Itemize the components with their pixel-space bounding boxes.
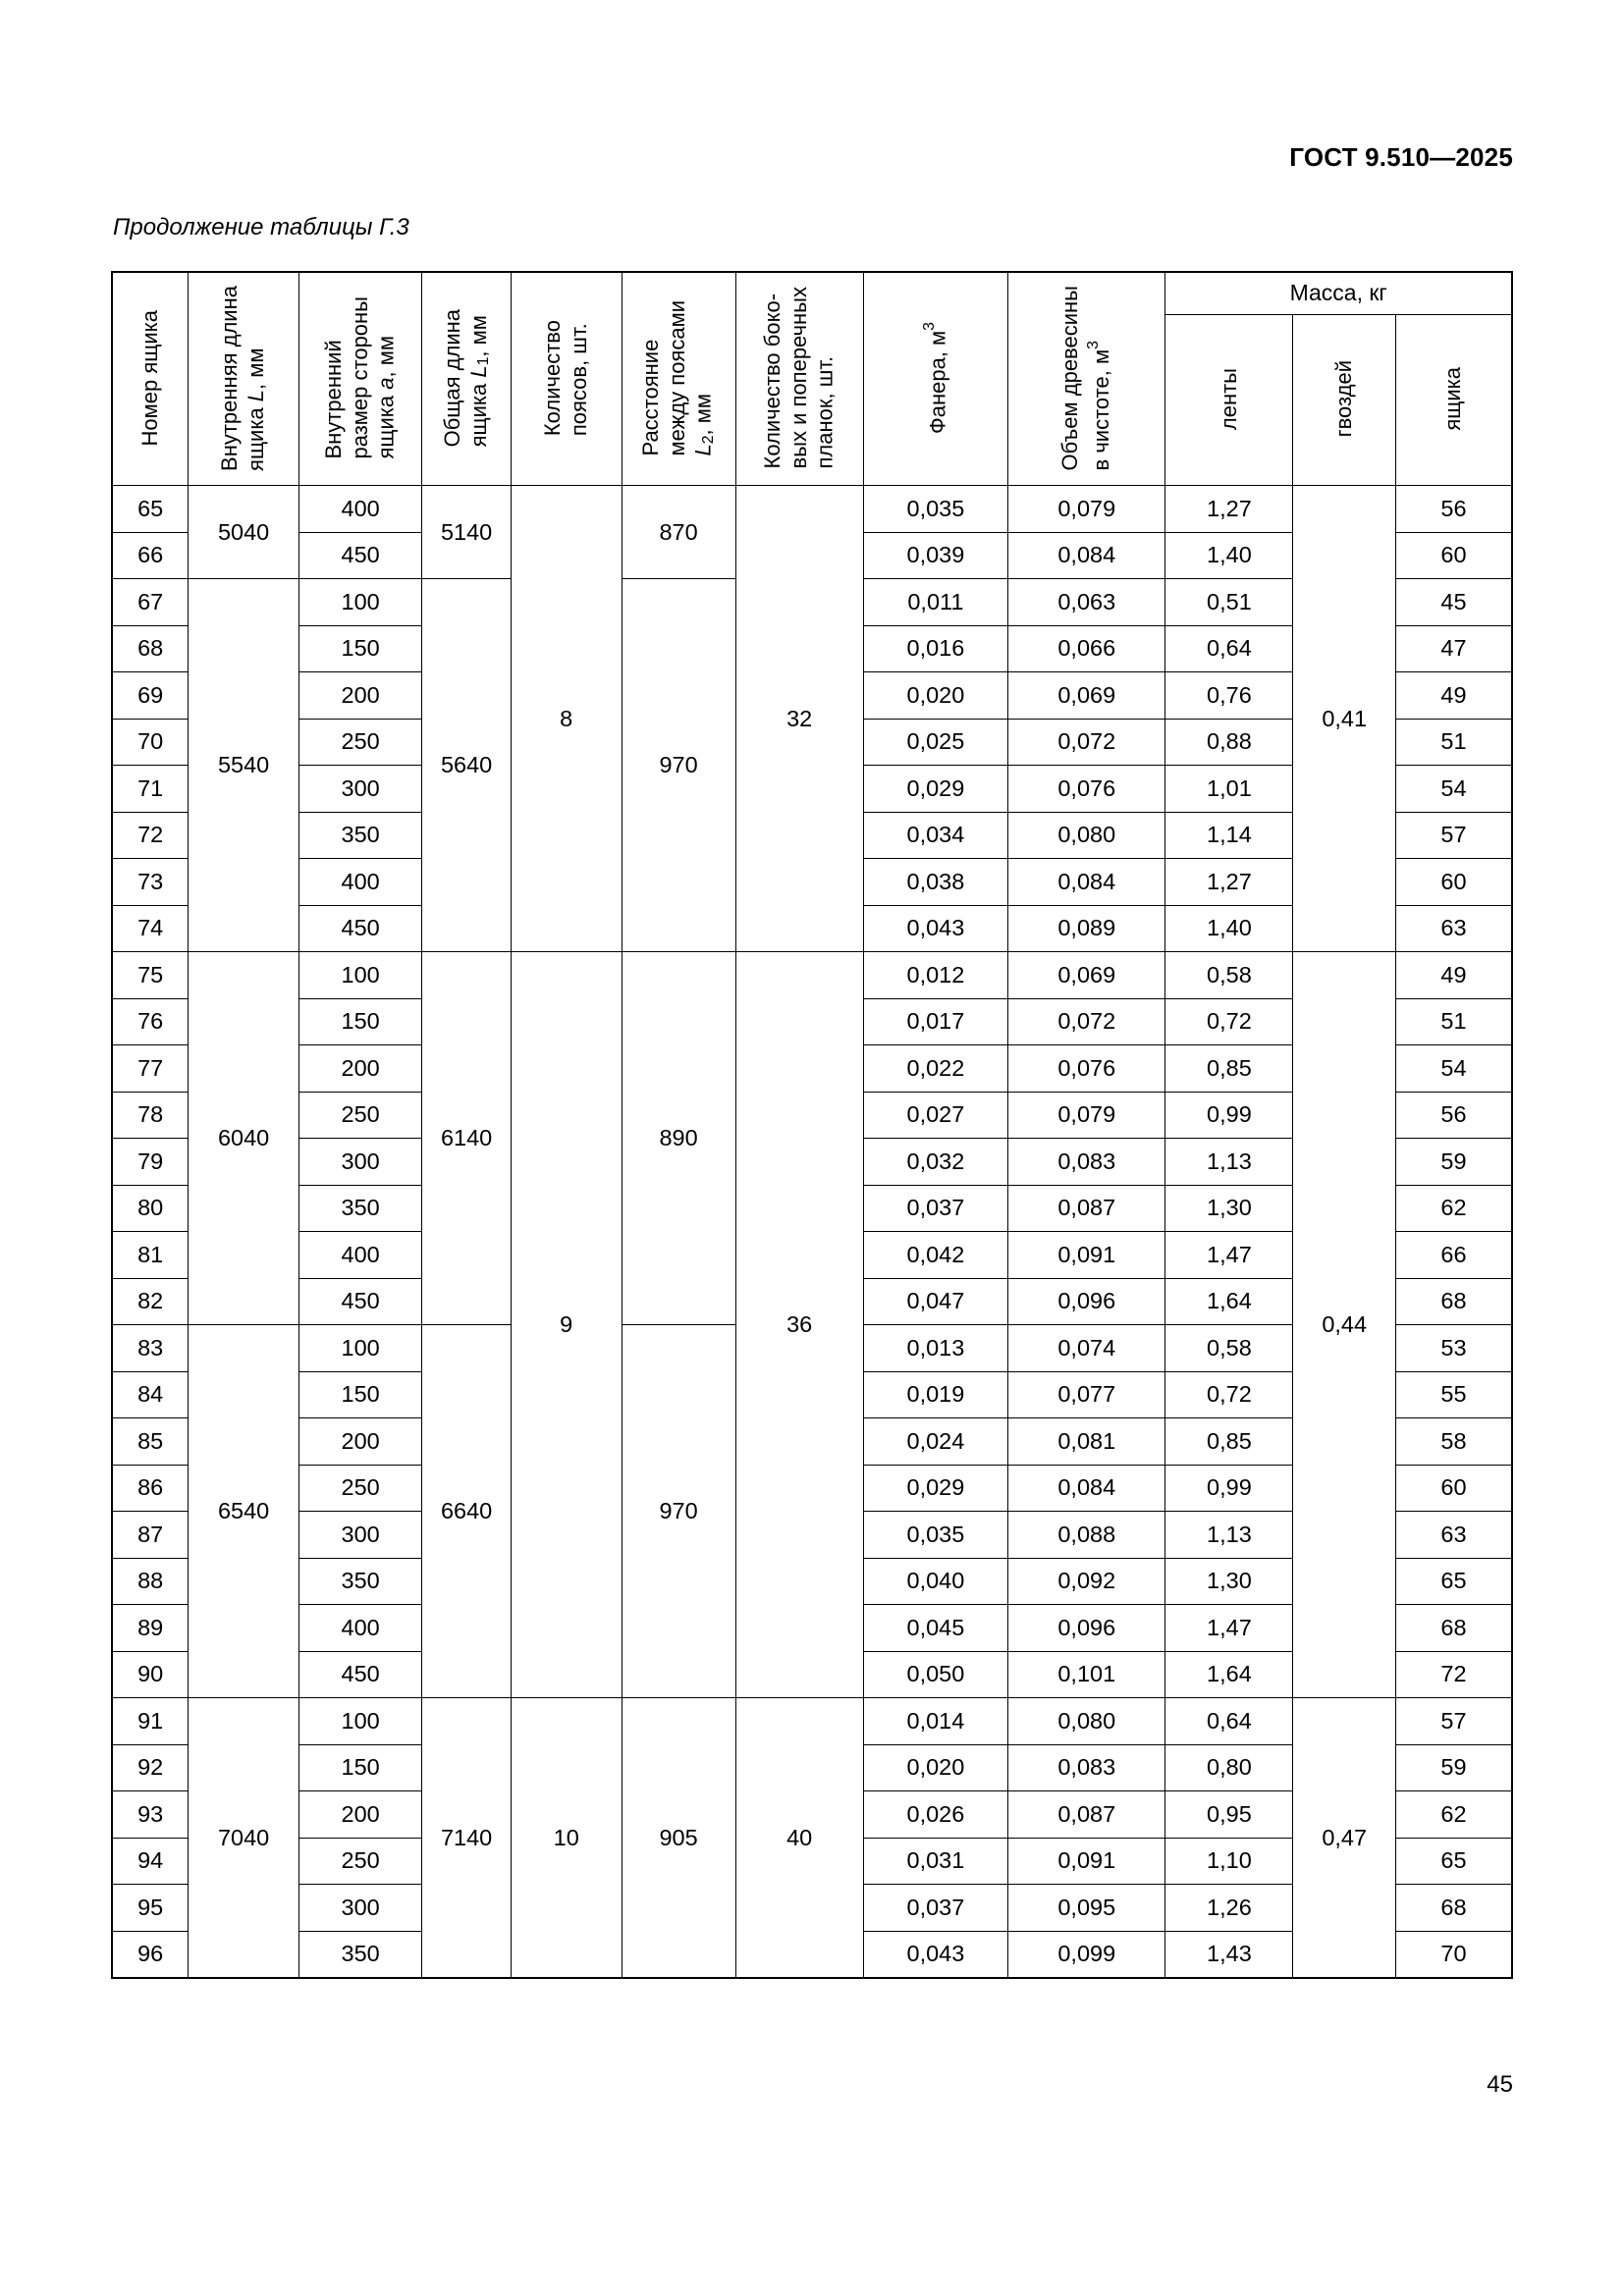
cell-inner-side: 300 <box>298 1139 421 1186</box>
cell-plywood: 0,020 <box>863 672 1007 720</box>
cell-box-number: 85 <box>112 1418 189 1466</box>
cell-wood-volume: 0,092 <box>1008 1558 1165 1605</box>
cell-box-number: 66 <box>112 532 189 579</box>
col-header-plywood <box>863 272 1007 486</box>
cell-plywood: 0,014 <box>863 1698 1007 1745</box>
cell-mass-box: 51 <box>1395 719 1512 766</box>
col-header-mass-nails <box>1293 315 1396 486</box>
cell-mass-box: 45 <box>1395 579 1512 626</box>
cell-inner-length: 5540 <box>189 579 299 952</box>
col-header-mass-tape <box>1165 315 1293 486</box>
cell-mass-tape: 0,99 <box>1165 1092 1293 1139</box>
cell-inner-side: 150 <box>298 625 421 672</box>
cell-plywood: 0,026 <box>863 1791 1007 1839</box>
cell-mass-tape: 1,30 <box>1165 1558 1293 1605</box>
cell-wood-volume: 0,069 <box>1008 672 1165 720</box>
cell-box-number: 77 <box>112 1045 189 1093</box>
col-header-belt-count <box>511 272 622 486</box>
col-header-mass-nails-label: гвоздей <box>1330 360 1356 438</box>
col-header-box-number-label: Номер ящика <box>136 309 162 447</box>
cell-mass-box: 59 <box>1395 1139 1512 1186</box>
cell-plywood: 0,012 <box>863 952 1007 999</box>
cell-wood-volume: 0,076 <box>1008 766 1165 813</box>
cell-mass-tape: 0,88 <box>1165 719 1293 766</box>
col-header-total-length-label: Общая длина ящика $L_1$, мм <box>439 308 493 448</box>
cell-plywood: 0,017 <box>863 998 1007 1045</box>
cell-wood-volume: 0,087 <box>1008 1791 1165 1839</box>
cell-inner-side: 450 <box>298 532 421 579</box>
cell-box-number: 96 <box>112 1931 189 1978</box>
cell-box-number: 81 <box>112 1232 189 1279</box>
table-row <box>112 952 1512 999</box>
cell-mass-tape: 0,58 <box>1165 952 1293 999</box>
cell-box-number: 70 <box>112 719 189 766</box>
cell-inner-side: 250 <box>298 1465 421 1512</box>
cell-belt-distance: 970 <box>622 1325 735 1698</box>
cell-inner-side: 450 <box>298 1651 421 1698</box>
cell-plywood: 0,029 <box>863 1465 1007 1512</box>
cell-mass-box: 60 <box>1395 859 1512 906</box>
col-header-inner-length-label: Внутренняя длина ящика L, мм <box>217 285 269 471</box>
cell-inner-side: 300 <box>298 1885 421 1932</box>
cell-plywood: 0,040 <box>863 1558 1007 1605</box>
cell-box-number: 79 <box>112 1139 189 1186</box>
col-header-belt-count-label: Количество поясов, шт. <box>539 319 591 437</box>
cell-box-number: 78 <box>112 1092 189 1139</box>
cell-inner-side: 450 <box>298 905 421 952</box>
cell-inner-length: 5040 <box>189 486 299 579</box>
cell-inner-side: 200 <box>298 672 421 720</box>
cell-wood-volume: 0,079 <box>1008 1092 1165 1139</box>
cell-mass-tape: 1,13 <box>1165 1512 1293 1559</box>
cell-wood-volume: 0,069 <box>1008 952 1165 999</box>
cell-plywood: 0,031 <box>863 1838 1007 1885</box>
cell-plywood: 0,045 <box>863 1605 1007 1652</box>
cell-plank-count: 36 <box>735 952 863 1698</box>
cell-inner-side: 400 <box>298 1605 421 1652</box>
cell-total-length: 5140 <box>422 486 512 579</box>
cell-box-number: 68 <box>112 625 189 672</box>
cell-mass-tape: 0,80 <box>1165 1744 1293 1791</box>
cell-belt-distance: 870 <box>622 486 735 579</box>
cell-mass-box: 56 <box>1395 486 1512 533</box>
cell-plywood: 0,019 <box>863 1371 1007 1418</box>
table-caption: Продолжение таблицы Г.3 <box>113 214 409 240</box>
cell-mass-box: 63 <box>1395 905 1512 952</box>
cell-box-number: 88 <box>112 1558 189 1605</box>
cell-inner-side: 100 <box>298 952 421 999</box>
cell-inner-side: 400 <box>298 859 421 906</box>
cell-mass-box: 68 <box>1395 1605 1512 1652</box>
cell-mass-tape: 1,13 <box>1165 1139 1293 1186</box>
cell-box-number: 91 <box>112 1698 189 1745</box>
cell-mass-tape: 0,72 <box>1165 998 1293 1045</box>
cell-box-number: 86 <box>112 1465 189 1512</box>
col-header-inner-side <box>298 272 421 486</box>
table-body <box>112 486 1512 1979</box>
cell-mass-tape: 1,26 <box>1165 1885 1293 1932</box>
cell-box-number: 89 <box>112 1605 189 1652</box>
cell-mass-box: 54 <box>1395 1045 1512 1093</box>
cell-box-number: 71 <box>112 766 189 813</box>
cell-mass-tape: 0,51 <box>1165 579 1293 626</box>
cell-total-length: 6640 <box>422 1325 512 1698</box>
col-header-mass-box-label: ящика <box>1440 367 1466 431</box>
cell-wood-volume: 0,084 <box>1008 532 1165 579</box>
cell-mass-tape: 1,47 <box>1165 1605 1293 1652</box>
cell-plywood: 0,022 <box>863 1045 1007 1093</box>
cell-mass-box: 60 <box>1395 1465 1512 1512</box>
cell-mass-tape: 1,27 <box>1165 486 1293 533</box>
cell-mass-tape: 0,99 <box>1165 1465 1293 1512</box>
cell-mass-box: 66 <box>1395 1232 1512 1279</box>
cell-mass-box: 49 <box>1395 672 1512 720</box>
cell-inner-side: 100 <box>298 1325 421 1372</box>
cell-mass-tape: 0,58 <box>1165 1325 1293 1372</box>
cell-plywood: 0,035 <box>863 486 1007 533</box>
cell-inner-side: 250 <box>298 1838 421 1885</box>
cell-belt-count: 8 <box>511 486 622 952</box>
cell-inner-side: 150 <box>298 1371 421 1418</box>
cell-mass-tape: 1,43 <box>1165 1931 1293 1978</box>
cell-mass-box: 72 <box>1395 1651 1512 1698</box>
cell-mass-box: 60 <box>1395 532 1512 579</box>
cell-box-number: 92 <box>112 1744 189 1791</box>
cell-mass-tape: 0,95 <box>1165 1791 1293 1839</box>
cell-plywood: 0,037 <box>863 1185 1007 1232</box>
cell-mass-tape: 0,85 <box>1165 1418 1293 1466</box>
cell-inner-side: 350 <box>298 1185 421 1232</box>
cell-mass-box: 58 <box>1395 1418 1512 1466</box>
cell-wood-volume: 0,083 <box>1008 1139 1165 1186</box>
cell-mass-tape: 0,76 <box>1165 672 1293 720</box>
cell-plywood: 0,042 <box>863 1232 1007 1279</box>
cell-box-number: 80 <box>112 1185 189 1232</box>
cell-plank-count: 32 <box>735 486 863 952</box>
cell-plywood: 0,011 <box>863 579 1007 626</box>
cell-plywood: 0,029 <box>863 766 1007 813</box>
col-header-plank-count-label: Количество боко- вых и поперечных планок, шт. <box>759 287 838 469</box>
cell-mass-box: 57 <box>1395 1698 1512 1745</box>
cell-wood-volume: 0,095 <box>1008 1885 1165 1932</box>
cell-wood-volume: 0,091 <box>1008 1838 1165 1885</box>
cell-wood-volume: 0,080 <box>1008 812 1165 859</box>
cell-belt-distance: 905 <box>622 1698 735 1979</box>
cell-mass-tape: 1,40 <box>1165 532 1293 579</box>
cell-mass-box: 65 <box>1395 1558 1512 1605</box>
cell-mass-tape: 0,64 <box>1165 1698 1293 1745</box>
cell-box-number: 72 <box>112 812 189 859</box>
cell-mass-tape: 1,64 <box>1165 1651 1293 1698</box>
cell-box-number: 75 <box>112 952 189 999</box>
cell-mass-box: 70 <box>1395 1931 1512 1978</box>
cell-box-number: 74 <box>112 905 189 952</box>
header-row-1 <box>112 272 1512 315</box>
cell-mass-box: 65 <box>1395 1838 1512 1885</box>
cell-plywood: 0,037 <box>863 1885 1007 1932</box>
cell-inner-side: 250 <box>298 1092 421 1139</box>
cell-plywood: 0,027 <box>863 1092 1007 1139</box>
col-header-wood-volume-label: Объем древесины в чистоте, $м^3$ <box>1057 285 1114 471</box>
cell-box-number: 87 <box>112 1512 189 1559</box>
cell-mass-tape: 1,47 <box>1165 1232 1293 1279</box>
cell-box-number: 67 <box>112 579 189 626</box>
cell-inner-side: 250 <box>298 719 421 766</box>
cell-plywood: 0,016 <box>863 625 1007 672</box>
cell-mass-box: 53 <box>1395 1325 1512 1372</box>
col-header-belt-distance <box>622 272 735 486</box>
cell-wood-volume: 0,083 <box>1008 1744 1165 1791</box>
cell-total-length: 7140 <box>422 1698 512 1979</box>
cell-mass-box: 49 <box>1395 952 1512 999</box>
running-head: ГОСТ 9.510—2025 <box>1289 142 1513 172</box>
cell-plywood: 0,034 <box>863 812 1007 859</box>
cell-inner-length: 6540 <box>189 1325 299 1698</box>
cell-mass-box: 68 <box>1395 1278 1512 1325</box>
cell-mass-tape: 1,14 <box>1165 812 1293 859</box>
cell-wood-volume: 0,063 <box>1008 579 1165 626</box>
cell-wood-volume: 0,099 <box>1008 1931 1165 1978</box>
cell-mass-tape: 1,27 <box>1165 859 1293 906</box>
cell-mass-box: 57 <box>1395 812 1512 859</box>
col-header-plywood-label: Фанера, $м^3$ <box>920 322 950 434</box>
cell-wood-volume: 0,074 <box>1008 1325 1165 1372</box>
cell-total-length: 5640 <box>422 579 512 952</box>
cell-belt-count: 9 <box>511 952 622 1698</box>
cell-inner-side: 100 <box>298 1698 421 1745</box>
col-header-inner-side-label: Внутренний размер стороны ящика a, мм <box>320 296 399 459</box>
cell-inner-side: 350 <box>298 1558 421 1605</box>
cell-mass-box: 59 <box>1395 1744 1512 1791</box>
cell-wood-volume: 0,080 <box>1008 1698 1165 1745</box>
cell-wood-volume: 0,081 <box>1008 1418 1165 1466</box>
cell-plywood: 0,043 <box>863 1931 1007 1978</box>
cell-mass-box: 68 <box>1395 1885 1512 1932</box>
cell-box-number: 65 <box>112 486 189 533</box>
cell-inner-side: 300 <box>298 766 421 813</box>
cell-mass-tape: 1,10 <box>1165 1838 1293 1885</box>
cell-wood-volume: 0,077 <box>1008 1371 1165 1418</box>
cell-wood-volume: 0,096 <box>1008 1278 1165 1325</box>
cell-inner-side: 200 <box>298 1791 421 1839</box>
cell-mass-nails: 0,44 <box>1293 952 1396 1698</box>
cell-mass-tape: 1,64 <box>1165 1278 1293 1325</box>
cell-plywood: 0,013 <box>863 1325 1007 1372</box>
cell-box-number: 76 <box>112 998 189 1045</box>
cell-box-number: 94 <box>112 1838 189 1885</box>
cell-plywood: 0,039 <box>863 532 1007 579</box>
cell-plywood: 0,050 <box>863 1651 1007 1698</box>
cell-mass-tape: 0,72 <box>1165 1371 1293 1418</box>
cell-inner-side: 450 <box>298 1278 421 1325</box>
cell-mass-tape: 0,85 <box>1165 1045 1293 1093</box>
cell-box-number: 95 <box>112 1885 189 1932</box>
cell-wood-volume: 0,076 <box>1008 1045 1165 1093</box>
cell-box-number: 90 <box>112 1651 189 1698</box>
cell-belt-count: 10 <box>511 1698 622 1979</box>
col-header-mass-tape-label: ленты <box>1216 367 1241 431</box>
cell-inner-length: 6040 <box>189 952 299 1325</box>
cell-inner-side: 300 <box>298 1512 421 1559</box>
col-header-belt-distance-label: Расстояние между поясами $L_2$, мм <box>638 299 718 456</box>
cell-plywood: 0,020 <box>863 1744 1007 1791</box>
cell-inner-side: 350 <box>298 812 421 859</box>
cell-mass-tape: 1,01 <box>1165 766 1293 813</box>
cell-wood-volume: 0,091 <box>1008 1232 1165 1279</box>
cell-box-number: 69 <box>112 672 189 720</box>
table-row <box>112 1698 1512 1745</box>
cell-mass-box: 63 <box>1395 1512 1512 1559</box>
cell-wood-volume: 0,088 <box>1008 1512 1165 1559</box>
cell-box-number: 82 <box>112 1278 189 1325</box>
cell-plank-count: 40 <box>735 1698 863 1979</box>
cell-plywood: 0,043 <box>863 905 1007 952</box>
col-header-total-length <box>422 272 512 486</box>
cell-box-number: 73 <box>112 859 189 906</box>
cell-inner-side: 350 <box>298 1931 421 1978</box>
cell-wood-volume: 0,072 <box>1008 998 1165 1045</box>
cell-inner-side: 400 <box>298 486 421 533</box>
cell-plywood: 0,035 <box>863 1512 1007 1559</box>
continuation-table-g3 <box>111 271 1513 1979</box>
col-header-inner-length <box>189 272 299 486</box>
cell-inner-side: 200 <box>298 1045 421 1093</box>
col-header-box-number <box>112 272 189 486</box>
cell-wood-volume: 0,066 <box>1008 625 1165 672</box>
cell-inner-side: 100 <box>298 579 421 626</box>
table-head <box>112 272 1512 486</box>
cell-mass-tape: 1,30 <box>1165 1185 1293 1232</box>
cell-mass-box: 55 <box>1395 1371 1512 1418</box>
col-header-mass-group <box>1165 272 1512 315</box>
cell-mass-box: 54 <box>1395 766 1512 813</box>
col-header-mass-group-label: Масса, кг <box>1289 280 1387 306</box>
col-header-plank-count <box>735 272 863 486</box>
cell-mass-box: 56 <box>1395 1092 1512 1139</box>
cell-box-number: 93 <box>112 1791 189 1839</box>
col-header-wood-volume <box>1008 272 1165 486</box>
cell-inner-side: 200 <box>298 1418 421 1466</box>
cell-total-length: 6140 <box>422 952 512 1325</box>
table-row <box>112 486 1512 533</box>
cell-plywood: 0,024 <box>863 1418 1007 1466</box>
cell-mass-tape: 1,40 <box>1165 905 1293 952</box>
cell-wood-volume: 0,087 <box>1008 1185 1165 1232</box>
cell-mass-nails: 0,41 <box>1293 486 1396 952</box>
cell-inner-side: 400 <box>298 1232 421 1279</box>
cell-wood-volume: 0,084 <box>1008 1465 1165 1512</box>
cell-box-number: 83 <box>112 1325 189 1372</box>
cell-wood-volume: 0,072 <box>1008 719 1165 766</box>
col-header-mass-box <box>1395 315 1512 486</box>
cell-wood-volume: 0,096 <box>1008 1605 1165 1652</box>
page-number: 45 <box>1487 2071 1513 2098</box>
cell-wood-volume: 0,084 <box>1008 859 1165 906</box>
cell-mass-tape: 0,64 <box>1165 625 1293 672</box>
cell-inner-length: 7040 <box>189 1698 299 1979</box>
cell-box-number: 84 <box>112 1371 189 1418</box>
cell-plywood: 0,032 <box>863 1139 1007 1186</box>
cell-inner-side: 150 <box>298 1744 421 1791</box>
cell-mass-box: 47 <box>1395 625 1512 672</box>
cell-wood-volume: 0,079 <box>1008 486 1165 533</box>
cell-plywood: 0,038 <box>863 859 1007 906</box>
cell-inner-side: 150 <box>298 998 421 1045</box>
cell-belt-distance: 970 <box>622 579 735 952</box>
cell-mass-box: 62 <box>1395 1185 1512 1232</box>
cell-mass-box: 62 <box>1395 1791 1512 1839</box>
cell-wood-volume: 0,101 <box>1008 1651 1165 1698</box>
cell-mass-box: 51 <box>1395 998 1512 1045</box>
cell-wood-volume: 0,089 <box>1008 905 1165 952</box>
cell-belt-distance: 890 <box>622 952 735 1325</box>
cell-mass-nails: 0,47 <box>1293 1698 1396 1979</box>
cell-plywood: 0,025 <box>863 719 1007 766</box>
cell-plywood: 0,047 <box>863 1278 1007 1325</box>
table-container <box>111 271 1513 1979</box>
